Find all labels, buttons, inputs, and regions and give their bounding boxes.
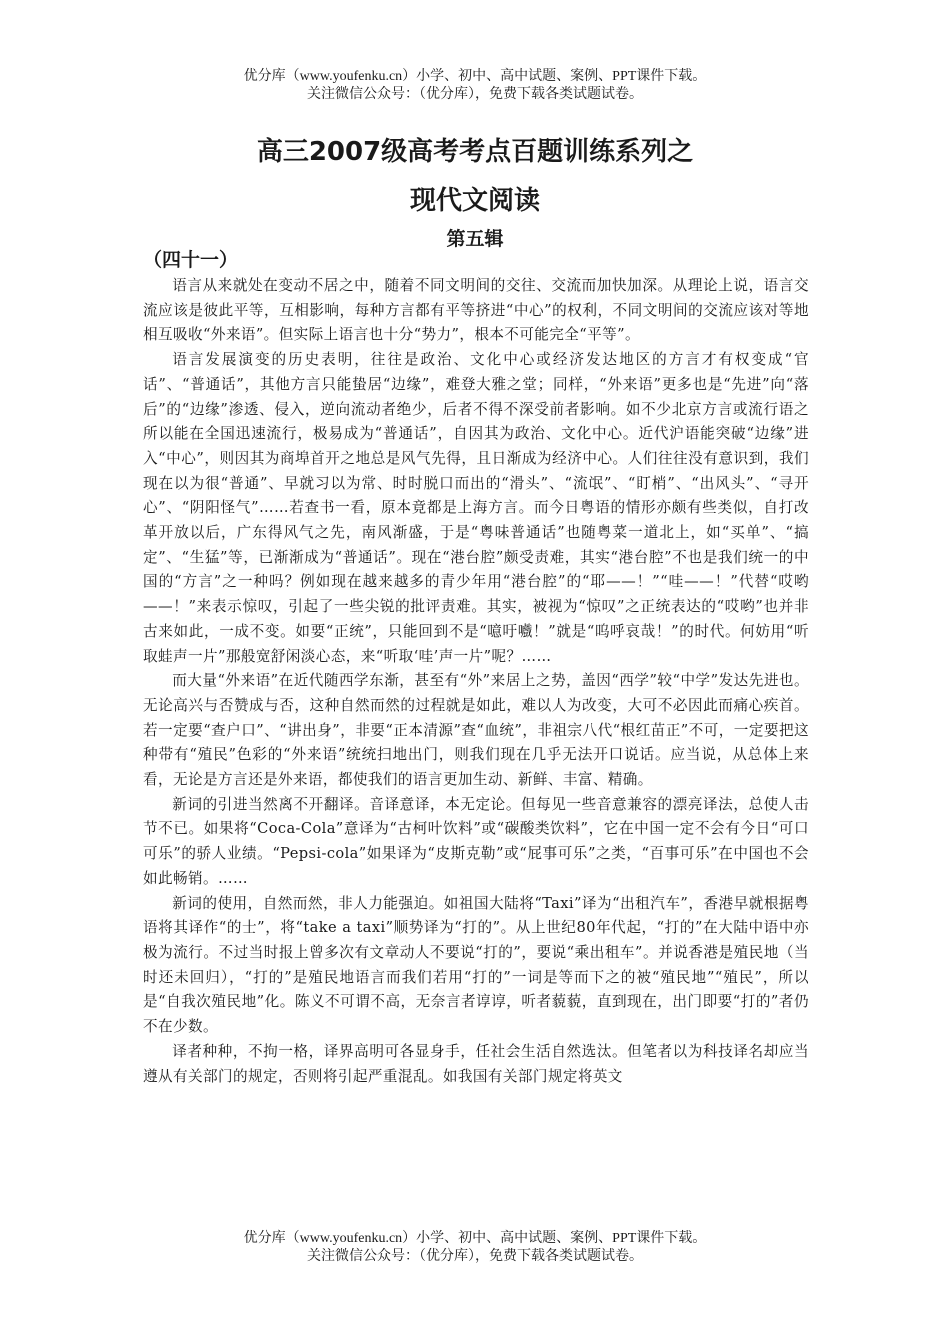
paragraph: 而大量“外来语”在近代随西学东渐，甚至有“外”来居上之势，盖因“西学”较“中学”发达先进也。无论高兴与否赞成与否，这种自然而然的过程就是如此，难以人为改变，大可不必因此而痛心疾首。若一定要“查户口”、“讲出身”，非要“正本清源”查“血统”，非祖宗八代“根红苗正”不可，一定要把这种带有“殖民”色彩的“外来语”统统扫地出门，则我们现在几乎无法开口说话。应当说，从总体上来看，无论是方言还是外来语，都使我们的语言更加生动、新鲜、丰富、精确。 — [143, 672, 809, 789]
document-title: 高三2007级高考考点百题训练系列之 — [256, 137, 694, 167]
footer-line-2: 关注微信公众号：（优分库），免费下载各类试题试卷。 — [307, 1249, 643, 1264]
paragraph: 译者种种，不拘一格，译界高明可各显身手，任社会生活自然选汰。但笔者以为科技译名却应当遵从有关部门的规定，否则将引起严重混乱。如我国有关部门规定将英文 — [143, 1042, 809, 1085]
paragraph: 语言从来就处在变动不居之中，随着不同文明间的交往、交流而加快加深。从理论上说，语言交流应该是彼此平等，互相影响，每种方言都有平等挤进“中心”的权利，不同文明间的交流应该对等地相互吸收“外来语”。但实际上语言也十分“势力”，根本不可能完全“平等”。 — [143, 277, 809, 344]
paragraph: 新词的引进当然离不开翻译。音译意译，本无定论。但每见一些音意兼容的漂亮译法，总使人击节不已。如果将“Coca-Cola”意译为“古柯叶饮料”或“碳酸类饮料”，它在中国一定不会有今日“可口可乐”的骄人业绩。“Pepsi-cola”如果译为“皮斯克勒”或“屁事可乐”之类，“百事可乐”在中国也不会如此畅销。…… — [143, 795, 809, 887]
article-body — [143, 274, 809, 1089]
page-footer — [0, 1230, 950, 1266]
header-line-2: 关注微信公众号：（优分库），免费下载各类试题试卷。 — [307, 87, 643, 102]
header-line-1: 优分库（www.youfenku.cn）小学、初中、高中试题、案例、PPT课件下载。 — [243, 69, 707, 84]
section-number: （四十一） — [143, 249, 239, 271]
document-subtitle: 现代文阅读 — [409, 186, 540, 216]
paragraph: 新词的使用，自然而然，非人力能强迫。如祖国大陆将“Taxi”译为“出租汽车”，香港早就根据粤语将其译作“的士”，将“take a taxi”顺势译为“打的”。从上世纪80年代起，“打的”在大陆中语中亦极为流行。不过当时报上曾多次有文章动人不要说“打的”，要说“乘出租车”。并说香港是殖民地（当时还未回归），“打的”是殖民地语言而我们若用“打的”一词是等而下之的被“殖民地”“殖民”，所以是“自我次殖民地”化。陈义不可谓不高，无奈言者谆谆，听者藐藐，直到现在，出门即要“打的”者仍不在少数。 — [143, 894, 809, 1036]
footer-line-1: 优分库（www.youfenku.cn）小学、初中、高中试题、案例、PPT课件下载。 — [243, 1231, 707, 1246]
volume-label: 第五辑 — [446, 228, 504, 250]
page-header — [0, 68, 950, 104]
paragraph: 语言发展演变的历史表明，往往是政治、文化中心或经济发达地区的方言才有权变成“官话”、“普通话”，其他方言只能蛰居“边缘”，难登大雅之堂；同样，“外来语”更多也是“先进”向“落后”的“边缘”渗透、侵入，逆向流动者绝少，后者不得不深受前者影响。如不少北京方言或流行语之所以能在全国迅速流行，极易成为“普通话”，自因其为政治、文化中心。近代沪语能突破“边缘”进入“中心”，则因其为商埠首开之地总是风气先得，且日渐成为经济中心。人们往往没有意识到，我们现在以为很“普通”、早就习以为常、时时脱口而出的“滑头”、“流氓”、“盯梢”、“出风头”、“寻开心”、“阴阳怪气”……若查书一看，原本竟都是上海方言。而今日粤语的情形亦颇有些类似，自打改革开放以后，广东得风气之先，南风渐盛，于是“粤味普通话”也随粤菜一道北上，如“买单”、“搞定”、“生猛”等，已渐渐成为“普通话”。现在“港台腔”颇受责难，其实“港台腔”不也是我们统一的中国的“方言”之一种吗？例如现在越来越多的青少年用“港台腔”的“耶——！”“哇——！”代替“哎哟——！”来表示惊叹，引起了一些尖锐的批评责难。其实，被视为“惊叹”之正统表达的“哎哟”也并非古来如此，一成不变。如要“正统”，只能回到不是“噫吁嚱！”就是“呜呼哀哉！”的时代。何妨用“听取蛙声一片”那般宽舒闲淡心态，来“听取‘哇’声一片”呢？…… — [143, 351, 809, 665]
